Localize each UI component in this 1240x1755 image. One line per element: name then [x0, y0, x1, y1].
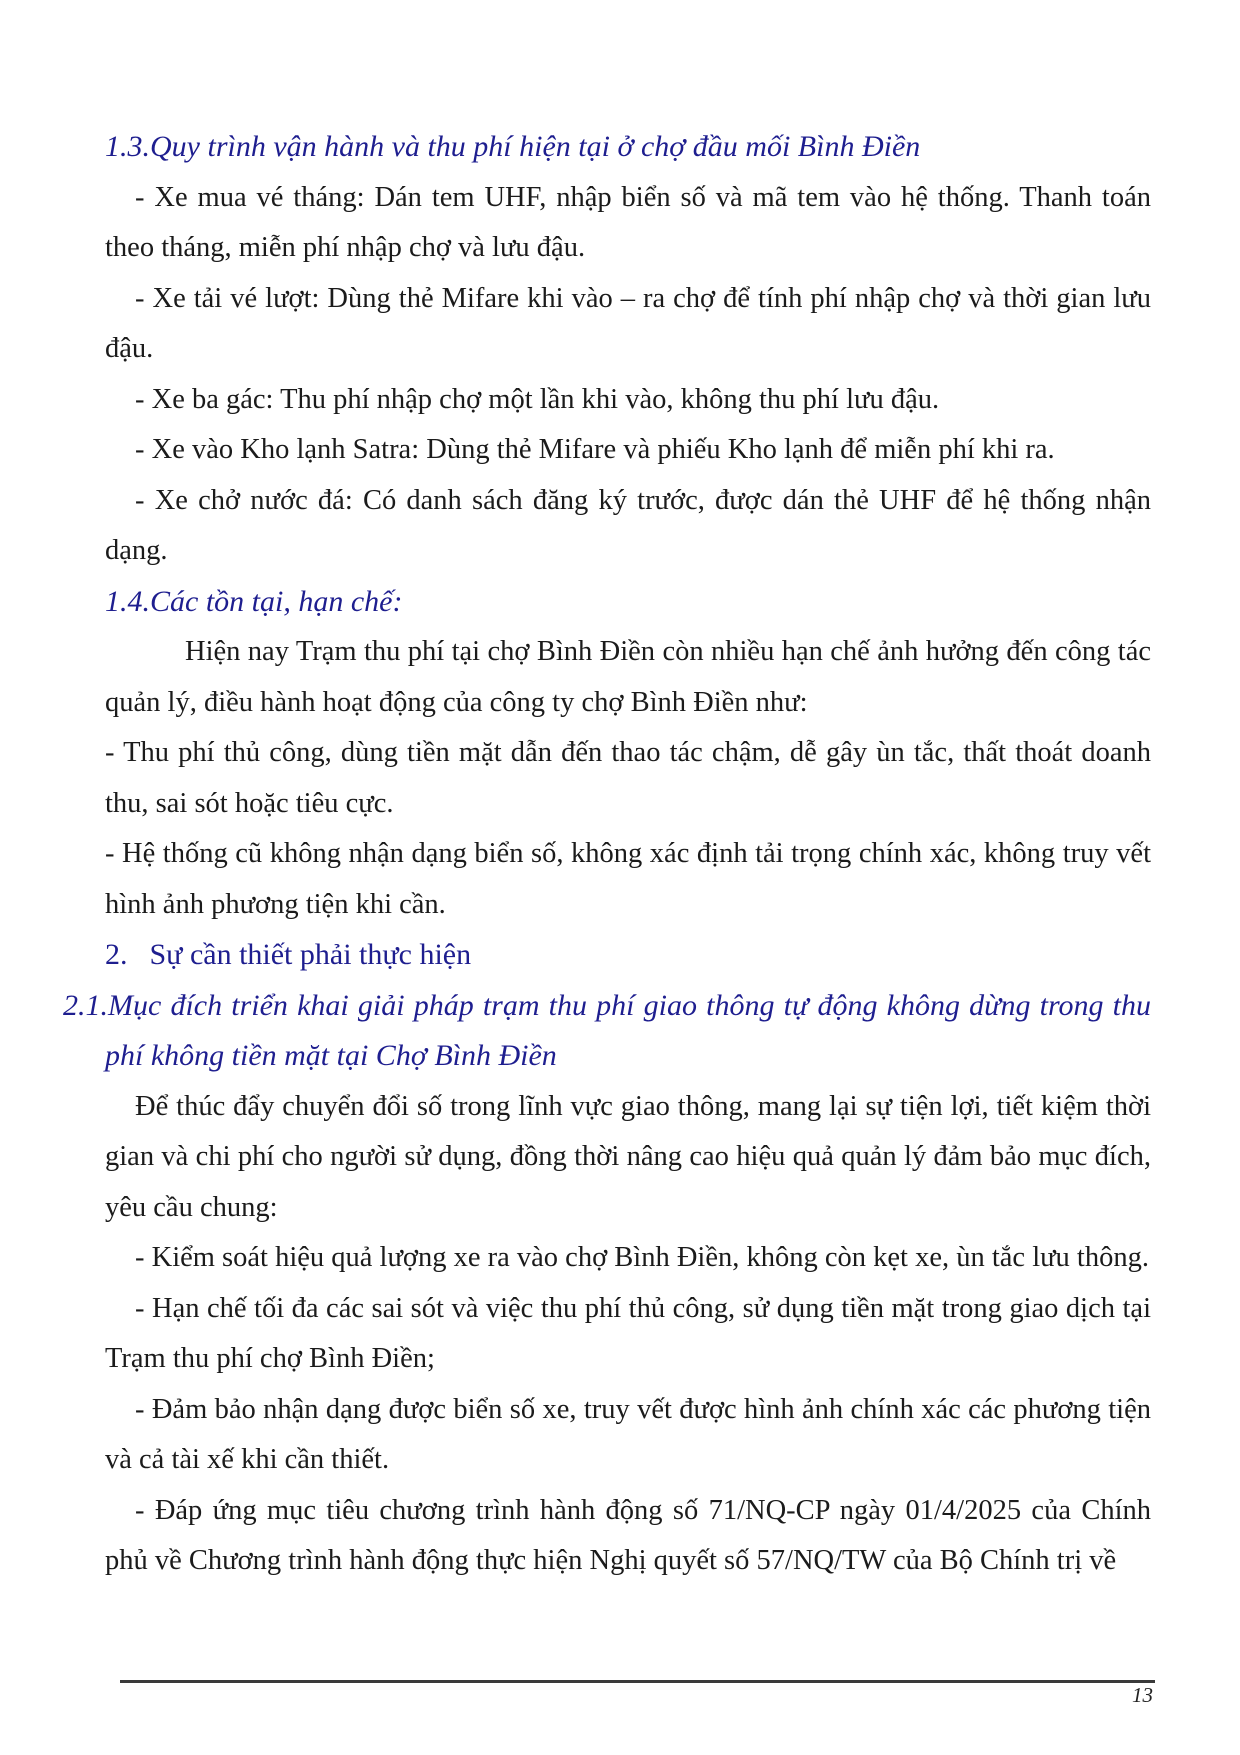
- heading-2-1: 2.1.Mục đích triển khai giải pháp trạm thu phí giao thông tự động không dừng trong thu phí không tiền mặt tại Chợ Bình Điền: [63, 988, 1151, 1072]
- heading-2-number: 2.: [105, 938, 128, 971]
- heading-2-label: Sự cần thiết phải thực hiện: [149, 938, 472, 971]
- paragraph-traffic-control: - Kiểm soát hiệu quả lượng xe ra vào chợ Bình Điền, không còn kẹt xe, ùn tắc lưu thông.: [135, 1242, 1149, 1273]
- paragraph-plate-recognition: - Đảm bảo nhận dạng được biển số xe, truy vết được hình ảnh chính xác các phương tiện và cả tài xế khi cần thiết.: [105, 1393, 1151, 1475]
- paragraph-limit-errors: - Hạn chế tối đa các sai sót và việc thu phí thủ công, sử dụng tiền mặt trong giao dịch tại Trạm thu phí chợ Bình Điền;: [105, 1292, 1151, 1374]
- paragraph-old-system: - Hệ thống cũ không nhận dạng biển số, không xác định tải trọng chính xác, không truy vết hình ảnh phương tiện khi cần.: [105, 838, 1151, 920]
- paragraph-current-limitations-intro: Hiện nay Trạm thu phí tại chợ Bình Điền còn nhiều hạn chế ảnh hưởng đến công tác quản lý, điều hành hoạt động của công ty chợ Bình Điền như:: [105, 636, 1151, 718]
- paragraph-monthly-ticket: - Xe mua vé tháng: Dán tem UHF, nhập biển số và mã tem vào hệ thống. Thanh toán theo tháng, miễn phí nhập chợ và lưu đậu.: [105, 181, 1151, 263]
- paragraph-digital-transformation: Để thúc đẩy chuyển đổi số trong lĩnh vực giao thông, mang lại sự tiện lợi, tiết kiệm thời gian và chi phí cho người sử dụng, đồng thời nâng cao hiệu quả quản lý đảm bảo mục đích, yêu cầu chung:: [105, 1090, 1151, 1223]
- heading-1-4: 1.4.Các tồn tại, hạn chế:: [105, 584, 403, 618]
- heading-1-3: 1.3.Quy trình vận hành và thu phí hiện tại ở chợ đầu mối Bình Điền: [105, 130, 921, 163]
- heading-2: [105, 930, 1151, 981]
- paragraph-manual-collection: - Thu phí thủ công, dùng tiền mặt dẫn đến thao tác chậm, dễ gây ùn tắc, thất thoát doanh thu, sai sót hoặc tiêu cực.: [105, 737, 1151, 819]
- paragraph-cold-storage: - Xe vào Kho lạnh Satra: Dùng thẻ Mifare và phiếu Kho lạnh để miễn phí khi ra.: [135, 434, 1055, 465]
- document-body: [63, 122, 1151, 1587]
- paragraph-ice-truck: - Xe chở nước đá: Có danh sách đăng ký trước, được dán thẻ UHF để hệ thống nhận dạng.: [105, 484, 1151, 566]
- paragraph-truck-single-ticket: - Xe tải vé lượt: Dùng thẻ Mifare khi vào – ra chợ để tính phí nhập chợ và thời gian lưu đậu.: [105, 282, 1151, 364]
- footer-divider: [120, 1680, 1155, 1683]
- page-number: 13: [1132, 1683, 1153, 1707]
- paragraph-tricycle: - Xe ba gác: Thu phí nhập chợ một lần khi vào, không thu phí lưu đậu.: [135, 383, 940, 415]
- paragraph-resolution-goal: - Đáp ứng mục tiêu chương trình hành động số 71/NQ-CP ngày 01/4/2025 của Chính phủ về Chương trình hành động thực hiện Nghị quyết số 57/NQ/TW của Bộ Chính trị về: [105, 1494, 1151, 1576]
